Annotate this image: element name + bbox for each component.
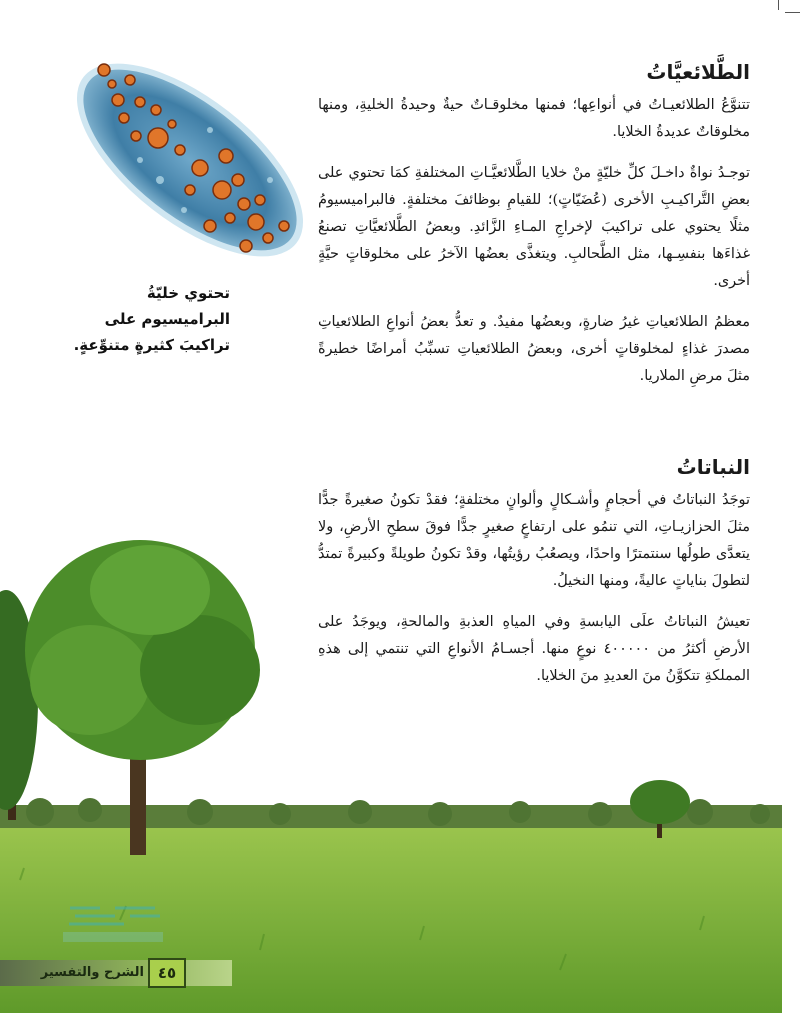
page-number: ٤٥ (148, 958, 186, 988)
section-protists (318, 60, 750, 390)
paragraph: معظمُ الطلائعياتِ غيرُ ضارةٍ، وبعضُها مفيدٌ. و تعدُّ بعضُ أنواعِ الطلائعياتِ مصدرَ غذاءٍ لمخلوقاتٍ أخرى، وبعضُ الطلائعياتِ تسبِّبُ أمراضًا خطيرةً مثلَ مرضِ الملاريا. (318, 314, 750, 384)
paragraph: توجَدُ النباتاتُ في أحجامٍ وأشـكالٍ وألوانٍ مختلفةٍ؛ فقدْ تكونُ صغيرةً جدًّا مثلَ الحزازيـاتِ، التي تنمُو على ارتفاعٍ صغيرٍ جدًّا فوقَ سطحِ الأرضِ، ولا يتعدَّى طولُها سنتمترًا واحدًا، ويصعُبُ رؤيتُها، وقدْ تكونُ طويلةً وكبيرةً تمتدُّ لتطولَ بناياتٍ عاليةً، ومنها النخيلُ. (318, 492, 750, 589)
section-heading: النباتاتُ (676, 455, 750, 479)
footer-label: الشرح والتفسير (40, 965, 144, 980)
paramecium-image (60, 40, 320, 280)
section-heading: الطَّلائعيَّاتُ (646, 60, 750, 84)
figure-caption: تحتوي خليّةُ البراميسيوم على تراكيبَ كثيرةٍ متنوِّعةٍ. (73, 284, 230, 354)
paragraph: تتنوَّعُ الطلائعيـاتُ في أنواعِها؛ فمنها مخلوقـاتٌ حيةٌ وحيدةُ الخليةِ، ومنها مخلوقاتٌ عديدةُ الخلايا. (318, 97, 750, 140)
crop-mark (785, 12, 800, 13)
crop-mark (778, 0, 779, 10)
watermark-logo (55, 898, 175, 948)
page-footer (0, 958, 232, 988)
paragraph: توجـدُ نواةٌ داخـلَ كلِّ خليّةٍ منْ خلايا الطَّلائعيَّـاتِ المختلفةِ كمَا تحتوي على بعضِ التَّراكيـبِ الأخرى (عُضَيّاتٍ)؛ للقيامِ بوظائفَ مختلفةٍ. فالبراميسيومُ مثلًا يحتوي على تراكيبَ لإخراجِ المـاءِ الزَّائدِ. وبعضُ الطَّلائعيَّاتِ تصنعُ غذاءَها بنفسِـها، مثل الطَّحالبِ. ويتغذَّى بعضُها الآخرُ على مخلوقاتٍ حيَّةٍ أخرى. (318, 165, 750, 289)
paragraph: تعيشُ النباتاتُ علَى اليابسةِ وفي المياهِ العذبةِ والمالحةِ، ويوجَدُ على الأرضِ أكثرُ من ٤٠٠٠٠٠ نوعٍ منها. أجسـامُ الأنواعِ التي تنتمي إلى هذهِ المملكةِ تتكوَّنُ منَ العديدِ منَ الخلايا. (318, 614, 750, 684)
